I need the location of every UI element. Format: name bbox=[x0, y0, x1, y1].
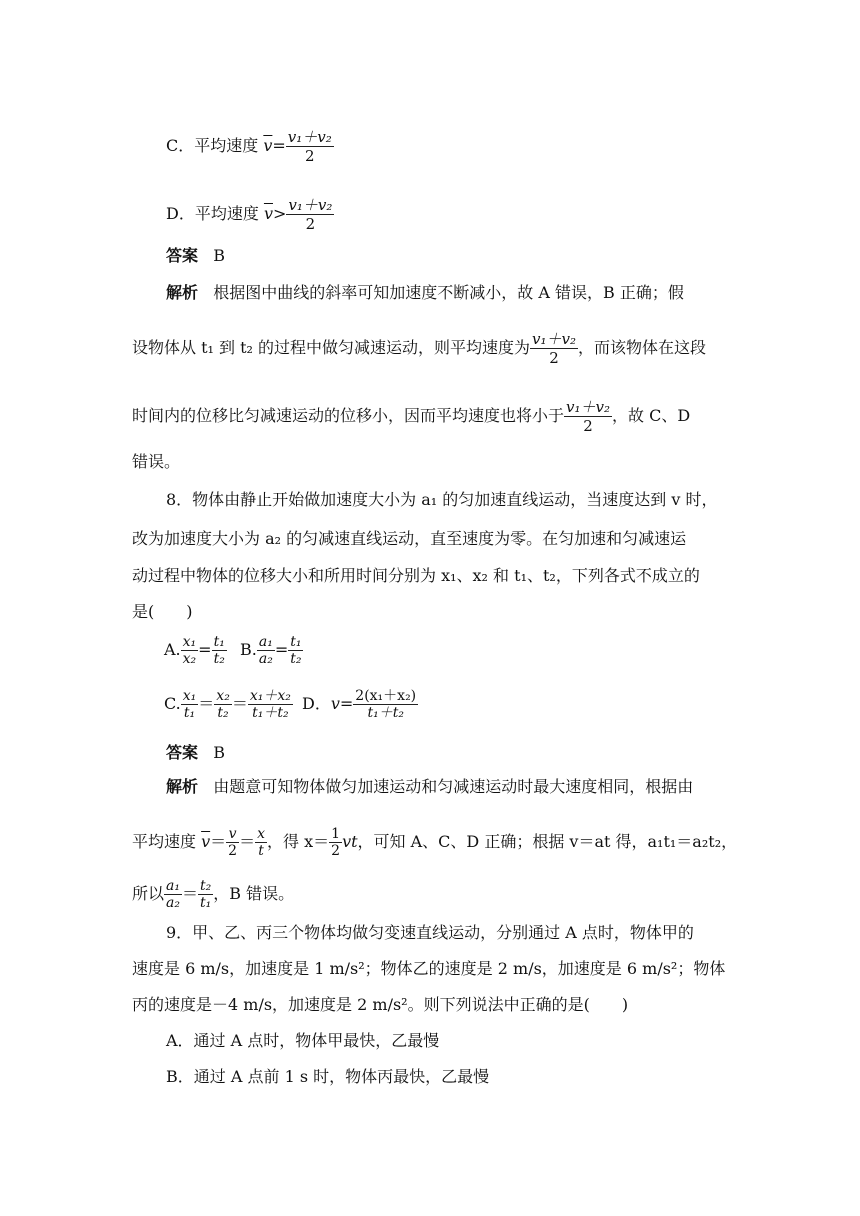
q8-option-b: B. $\frac{\text{a₁}}{\text{a₂}}$ = $\frac{\text{t₁}}{\text{t₂}}$ bbox=[240, 634, 302, 667]
fraction: $\frac{\text{t₂}}{\text{t₁}}$ bbox=[200, 878, 212, 911]
q8-stem-line-3: 动过程中物体的位移大小和所用时间分别为 x₁、x₂ 和 t₁、t₂，下列各式不成立的 bbox=[132, 566, 700, 585]
fraction: $\frac{\text{v₁＋v₂}}{2}$ bbox=[566, 398, 610, 435]
fraction: $\frac{\text{v₁＋v₂}}{2}$ bbox=[288, 196, 333, 233]
q7-analysis-line-3: 时间内的位移比匀减速运动的位移小，因而平均速度也将小于 $\frac{\text{v₁＋v₂}}{2}$ ，故 C、D bbox=[132, 398, 691, 435]
fraction: $\frac{\text{x₁}}{\text{x₂}}$ bbox=[182, 634, 197, 667]
fraction: $\frac{\text{t₁}}{\text{t₂}}$ bbox=[290, 634, 302, 667]
q8-option-a: A. $\frac{\text{x₁}}{\text{x₂}}$ = $\frac{\text{t₁}}{\text{t₂}}$ bbox=[164, 634, 225, 667]
fraction: $\frac{1}{2}$ bbox=[331, 826, 341, 859]
fraction: $\frac{\text{v₁＋v₂}}{2}$ bbox=[287, 128, 332, 165]
q7-analysis-line-1: 解析 根据图中曲线的斜率可知加速度不断减小，故 A 错误，B 正确；假 bbox=[166, 283, 684, 302]
q9-option-a: A．通过 A 点时，物体甲最快，乙最慢 bbox=[166, 1031, 440, 1050]
q8-stem-line-1: 8．物体由静止开始做加速度大小为 a₁ 的匀加速直线运动，当速度达到 v 时， bbox=[166, 490, 718, 509]
fraction: $\frac{\text{x₁＋x₂}}{\text{t₁＋t₂}}$ bbox=[249, 688, 291, 721]
q8-analysis-line-3: 所以 $\frac{\text{a₁}}{\text{a₂}}$ ＝ $\frac{\text{t₂}}{\text{t₁}}$ ，B 错误。 bbox=[132, 878, 295, 911]
q9-option-b: B．通过 A 点前 1 s 时，物体丙最快，乙最慢 bbox=[166, 1067, 490, 1086]
q9-stem-line-1: 9．甲、乙、丙三个物体均做匀变速直线运动，分别通过 A 点时，物体甲的 bbox=[166, 923, 694, 942]
fraction: $\frac{\text{x₂}}{\text{t₂}}$ bbox=[216, 688, 230, 721]
q7-analysis-line-2: 设物体从 t₁ 到 t₂ 的过程中做匀减速运动，则平均速度为 $\frac{\text{v₁＋v₂}}{2}$ ，而该物体在这段 bbox=[132, 330, 707, 367]
q8-analysis-line-1: 解析 由题意可知物体做匀加速运动和匀减速运动时最大速度相同，根据由 bbox=[166, 777, 694, 796]
q7-answer: 答案 B bbox=[166, 246, 226, 265]
v-bar: $\overline{v}$ bbox=[201, 832, 211, 851]
q9-stem-line-3: 丙的速度是－4 m/s，加速度是 2 m/s²。则下列说法中正确的是( ) bbox=[132, 995, 629, 1014]
fraction: $\frac{\text{a₁}}{\text{a₂}}$ bbox=[166, 878, 180, 911]
q7-option-d: D．平均速度 $\overline{v}>$ $\frac{\text{v₁＋v₂}}{2}$ bbox=[166, 196, 333, 233]
q8-stem-line-4: 是( ) bbox=[132, 602, 193, 621]
q8-option-d: D．v= $\frac{\text{2(x₁＋x₂)}}{\text{t₁＋t₂}}$ bbox=[302, 688, 417, 721]
q7-analysis-line-4: 错误。 bbox=[132, 452, 181, 471]
fraction: $\frac{\text{x₁}}{\text{t₁}}$ bbox=[182, 688, 197, 721]
fraction: $\frac{x}{t}$ bbox=[257, 826, 266, 859]
vt-term: vt bbox=[342, 832, 358, 851]
q8-stem-line-2: 改为加速度大小为 a₂ 的匀减速直线运动，直至速度为零。在匀加速和匀减速运 bbox=[132, 529, 687, 548]
fraction: $\frac{\text{v₁＋v₂}}{2}$ bbox=[532, 330, 577, 367]
q7-option-c: C．平均速度 $\overline{v}=$ $\frac{\text{v₁＋v₂}}{2}$ bbox=[166, 128, 332, 165]
fraction: $\frac{v}{2}$ bbox=[228, 826, 238, 859]
fraction: $\frac{\text{2(x₁＋x₂)}}{\text{t₁＋t₂}}$ bbox=[355, 688, 417, 721]
q8-analysis-line-2: 平均速度 $\overline{v}=$ $\frac{v}{2}$ ＝ $\frac{x}{t}$ ，得 x＝ $\frac{1}{2}$ vt，可知 A、C、D 正确；根据 v＝at 得，a₁t₁＝a₂t₂， bbox=[132, 826, 738, 859]
q8-option-c: C. $\frac{\text{x₁}}{\text{t₁}}$ ＝ $\frac{\text{x₂}}{\text{t₂}}$ ＝ $\frac{\text{x₁＋x₂}}{\text{t₁＋t₂}}$ bbox=[164, 688, 291, 721]
q8-answer: 答案 B bbox=[166, 743, 226, 762]
fraction: $\frac{\text{a₁}}{\text{a₂}}$ bbox=[258, 634, 273, 667]
fraction: $\frac{\text{t₁}}{\text{t₂}}$ bbox=[213, 634, 225, 667]
q9-stem-line-2: 速度是 6 m/s，加速度是 1 m/s²；物体乙的速度是 2 m/s，加速度是 6 m/s²；物体 bbox=[132, 959, 726, 978]
